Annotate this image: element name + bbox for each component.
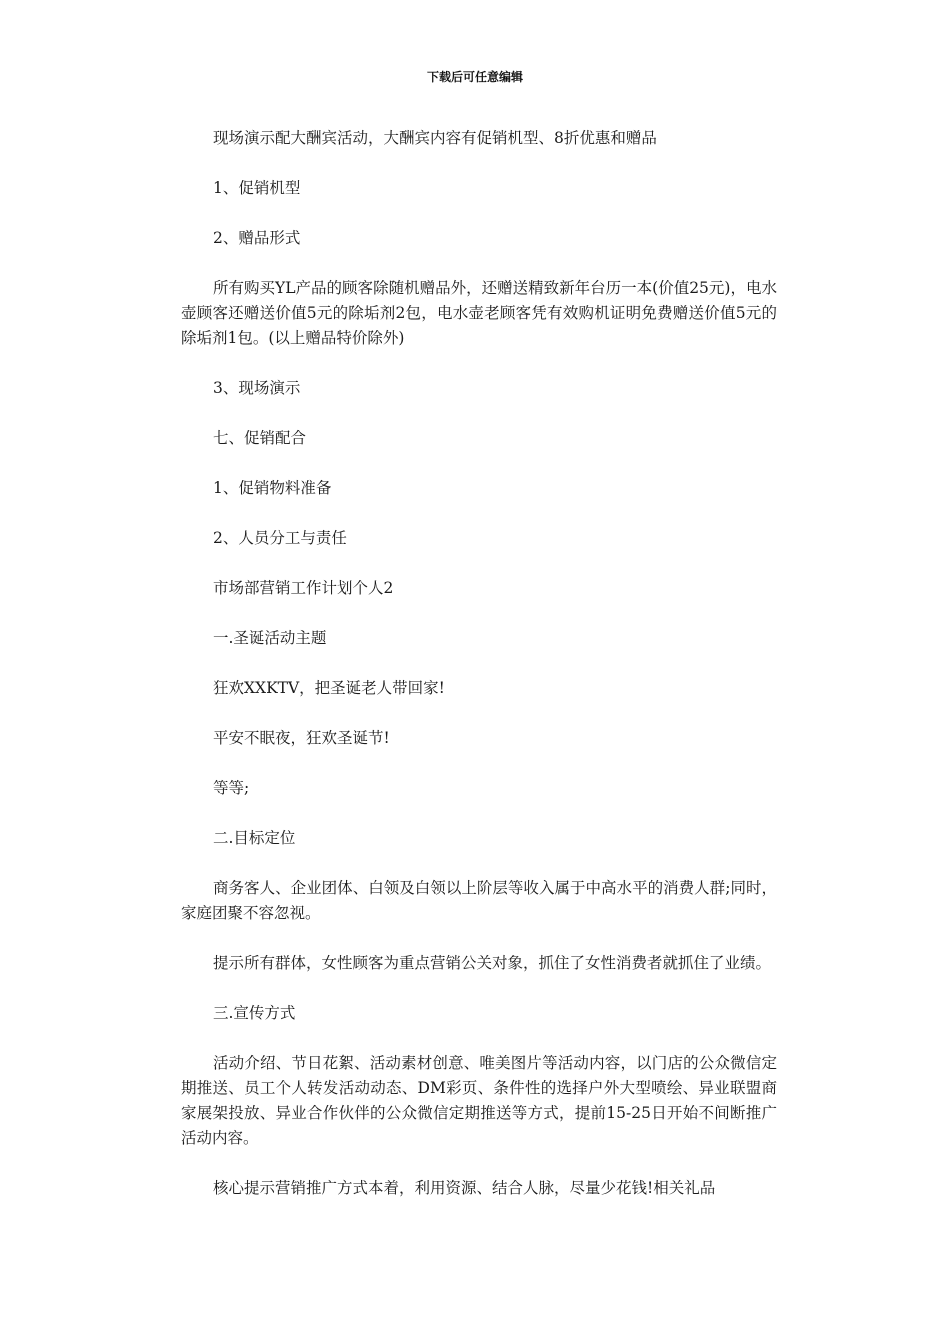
paragraph-materials: 1、促销物料准备 — [213, 479, 332, 497]
section-heading-promo-support: 七、促销配合 — [213, 429, 307, 447]
paragraph-target-groups: 商务客人、企业团体、白领及白领以上阶层等收入属于中高水平的消费人群;同时，家庭团聚不容忽视。 — [181, 879, 777, 922]
paragraph-promo-intro: 现场演示配大酬宾活动，大酬宾内容有促销机型、8折优惠和赠品 — [213, 129, 657, 147]
section-heading-publicity: 三.宣传方式 — [213, 1004, 296, 1022]
paragraph-publicity-methods: 活动介绍、节日花絮、活动素材创意、唯美图片等活动内容，以门店的公众微信定期推送、员工个人转发活动动态、DM彩页、条件性的选择户外大型喷绘、异业联盟商家展架投放、异业合作伙伴的公众微信定期推送等方式，提前15-25日开始不间断推广活动内容。 — [181, 1054, 777, 1147]
paragraph-slogan-2: 平安不眠夜，狂欢圣诞节! — [213, 729, 390, 747]
paragraph-slogan-1: 狂欢XXKTV，把圣诞老人带回家! — [213, 679, 445, 697]
paragraph-etc: 等等; — [213, 779, 250, 797]
document-body — [181, 126, 777, 1226]
paragraph-live-demo: 3、现场演示 — [213, 379, 301, 397]
paragraph-staff-duties: 2、人员分工与责任 — [213, 529, 347, 547]
paragraph-gift-details: 所有购买YL产品的顾客除随机赠品外，还赠送精致新年台历一本(价值25元)，电水壶顾客还赠送价值5元的除垢剂2包，电水壶老顾客凭有效购机证明免费赠送价值5元的除垢剂1包。(以上赠品特价除外) — [181, 279, 777, 347]
section-heading-theme: 一.圣诞活动主题 — [213, 629, 327, 647]
section-heading-target: 二.目标定位 — [213, 829, 296, 847]
paragraph-core-tip: 核心提示营销推广方式本着，利用资源、结合人脉，尽量少花钱!相关礼品 — [213, 1179, 716, 1197]
document-subtitle: 市场部营销工作计划个人2 — [213, 579, 394, 597]
page-header: 下载后可任意编辑 — [426, 70, 523, 84]
paragraph-gift-form: 2、赠品形式 — [213, 229, 301, 247]
paragraph-target-focus: 提示所有群体，女性顾客为重点营销公关对象，抓住了女性消费者就抓住了业绩。 — [213, 954, 772, 972]
paragraph-promo-models: 1、促销机型 — [213, 179, 301, 197]
